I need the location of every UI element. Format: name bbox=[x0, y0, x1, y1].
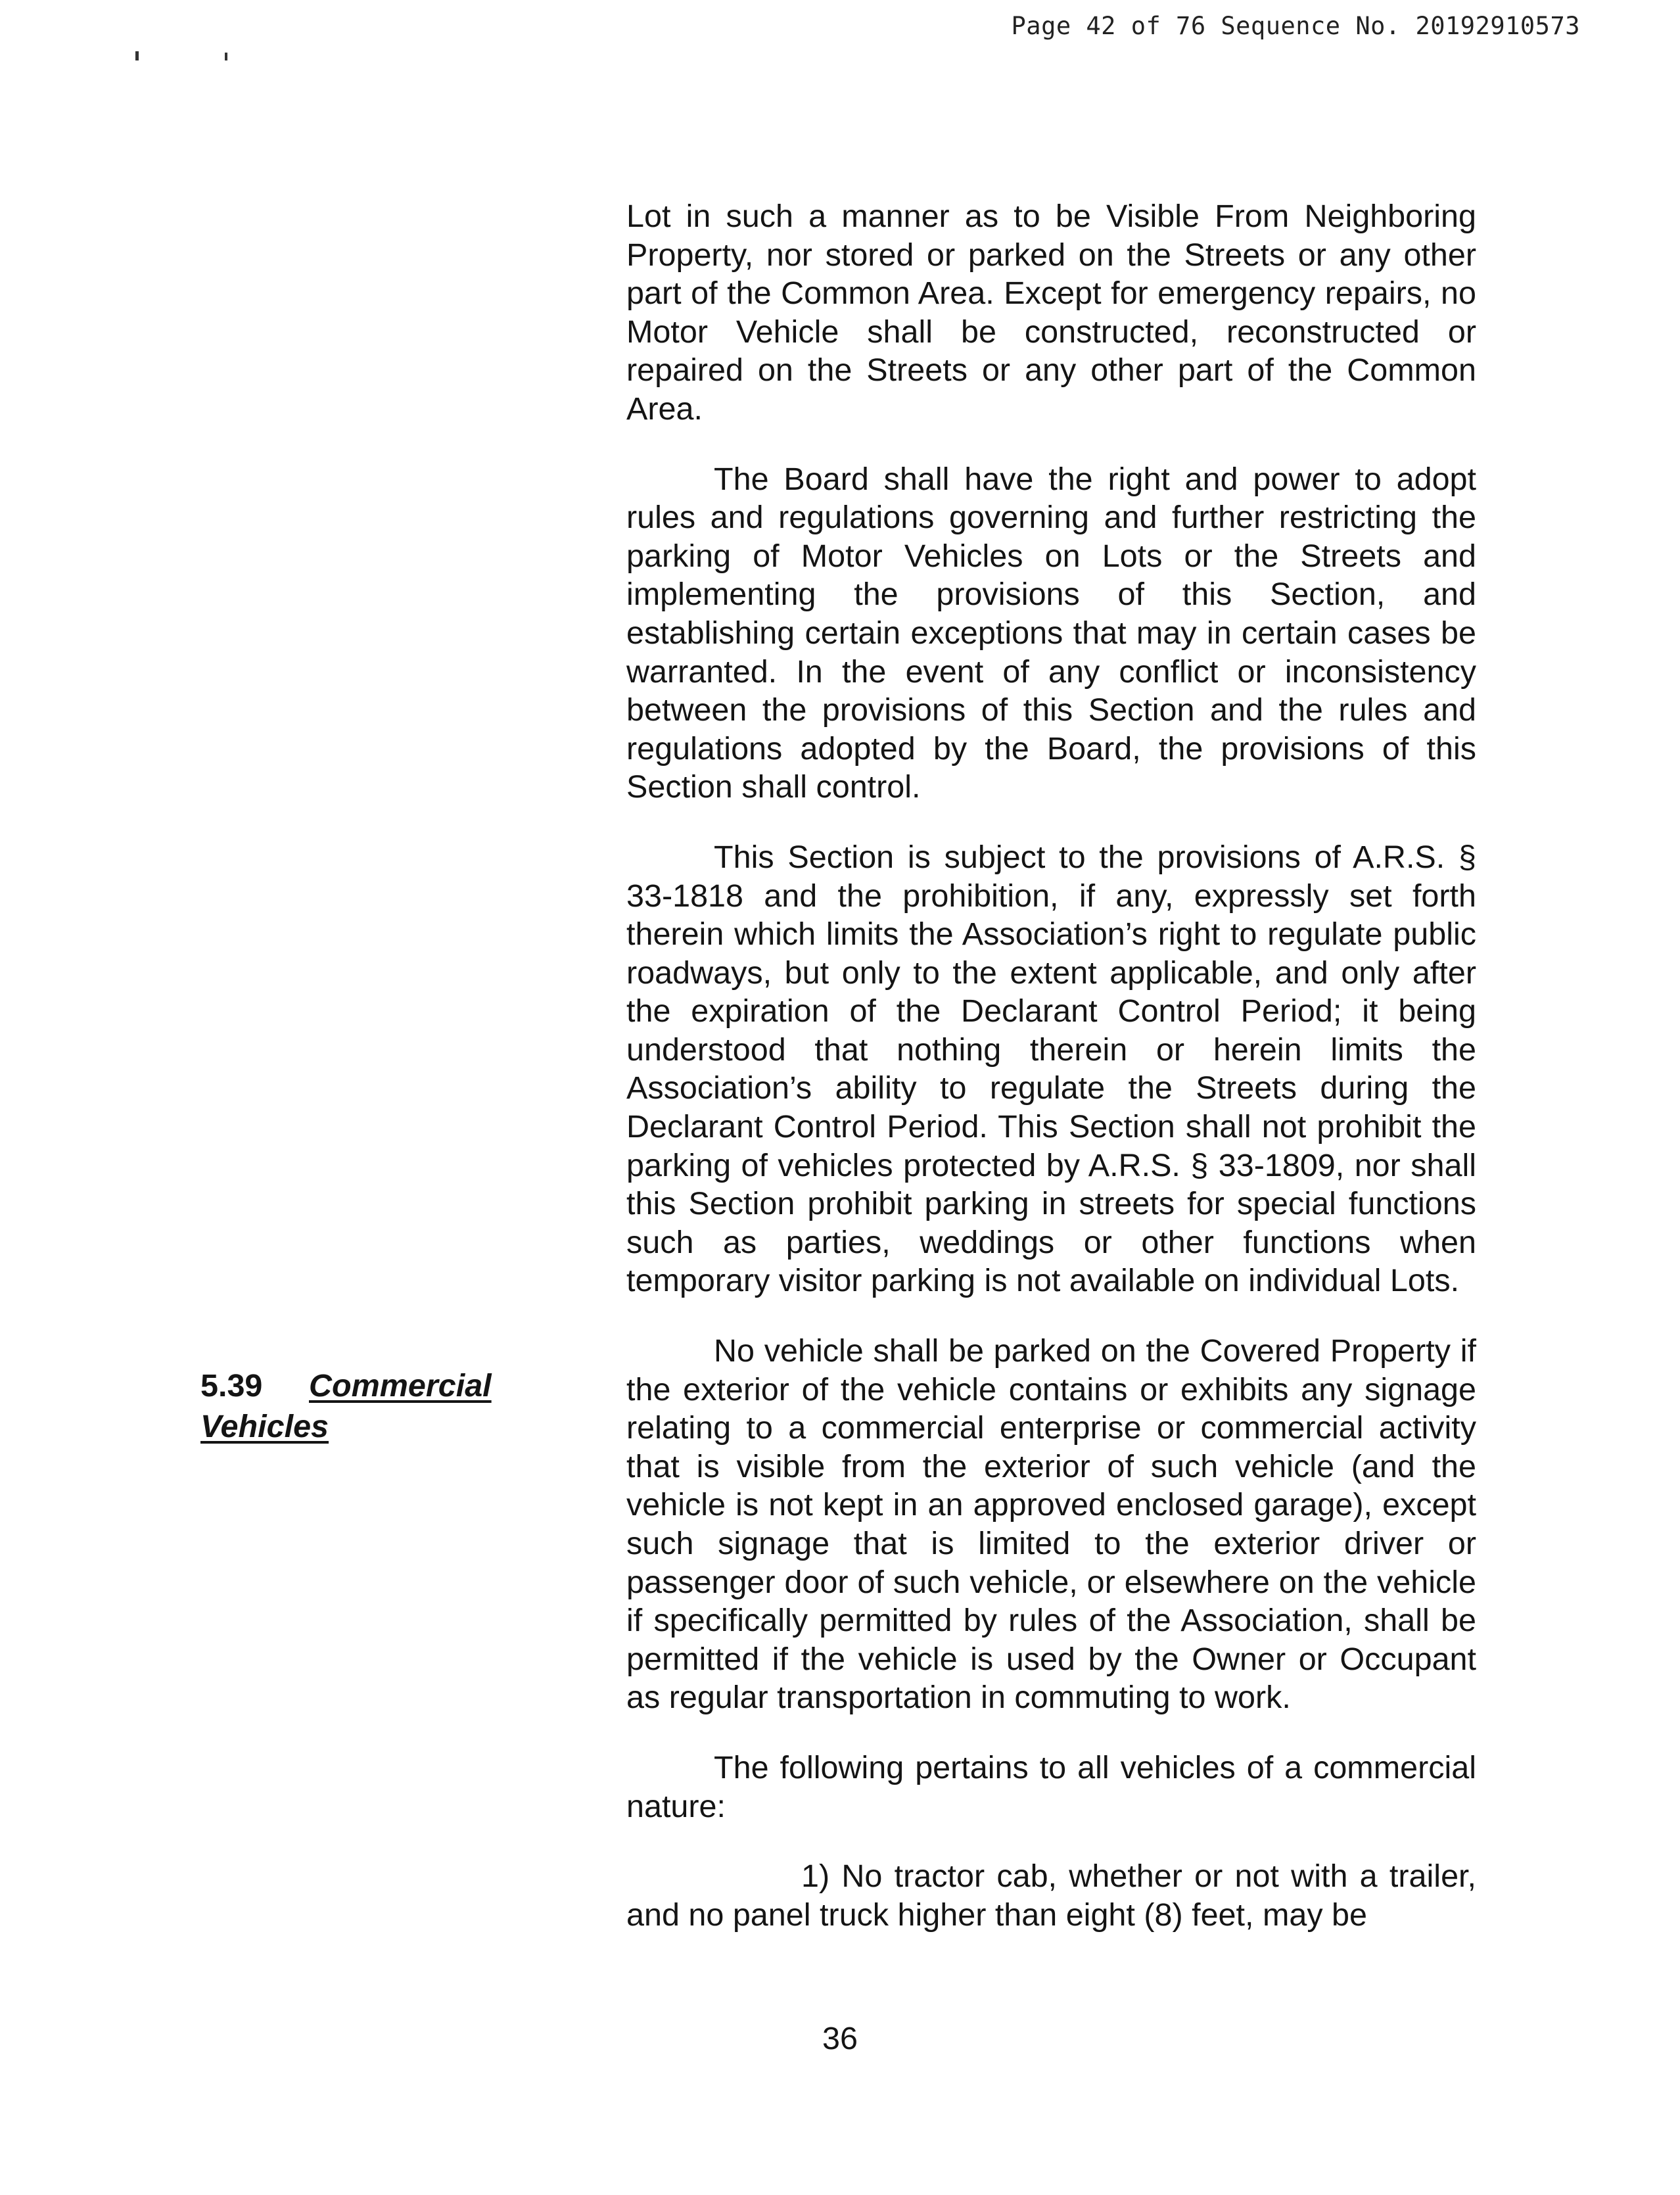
paragraph-list-item-1: 1) No tractor cab, whether or not with a trailer, and no panel truck higher than eight (8) feet, may be bbox=[626, 1858, 1476, 1933]
paragraph-commercial-signage: No vehicle shall be parked on the Covered Property if the exterior of the vehicle contains or exhibits any signage relating to a commercial enterprise or commercial activity that is visible from the exterior of such vehicle (and the vehicle is not kept in an approved enclosed garage), except such signage that is limited to the exterior driver or passenger door of such vehicle, or elsewhere on the vehicle if specifically permitted by rules of the Association, shall be permitted if the vehicle is used by the Owner or Occupant as regular transportation in commuting to work. bbox=[626, 1333, 1476, 1716]
page-number: 36 bbox=[822, 2021, 858, 2056]
body-text-column bbox=[626, 197, 1476, 1966]
section-heading bbox=[200, 1365, 542, 1447]
sequence-header: Page 42 of 76 Sequence No. 20192910573 bbox=[1011, 12, 1580, 40]
scan-artifact-mark bbox=[225, 53, 227, 60]
section-number: 5.39 bbox=[200, 1368, 263, 1404]
paragraph-continuation: Lot in such a manner as to be Visible From Neighboring Property, nor stored or parked on the Streets or any other part of the Common Area. Except for emergency repairs, no Motor Vehicle shall be constructed, reconstructed or repaired on the Streets or any other part of the Common Area. bbox=[626, 199, 1476, 427]
paragraph-commercial-intro: The following pertains to all vehicles of a commercial nature: bbox=[626, 1749, 1476, 1824]
section-title: Commercial Vehicles bbox=[200, 1368, 492, 1444]
paragraph-ars-provisions: This Section is subject to the provisions of A.R.S. § 33-1818 and the prohibition, if any, expressly set forth therein which limits the Association’s right to regulate public roadways, but only to the extent applicable, and only after the expiration of the Declarant Control Period; it being understood that nothing therein or herein limits the Association’s ability to regulate the Streets during the Declarant Control Period. This Section shall not prohibit the parking of vehicles protected by A.R.S. § 33-1809, nor shall this Section prohibit parking in streets for special functions such as parties, weddings or other functions when temporary visitor parking is not available on individual Lots. bbox=[626, 839, 1476, 1299]
scan-artifact-mark bbox=[135, 51, 139, 60]
paragraph-board-rules: The Board shall have the right and power to adopt rules and regulations governing and further restricting the parking of Motor Vehicles on Lots or the Streets and implementing the provisions of this Section, and establishing certain exceptions that may in certain cases be warranted. In the event of any conflict or inconsistency between the provisions of this Section and the rules and regulations adopted by the Board, the provisions of this Section shall control. bbox=[626, 461, 1476, 805]
